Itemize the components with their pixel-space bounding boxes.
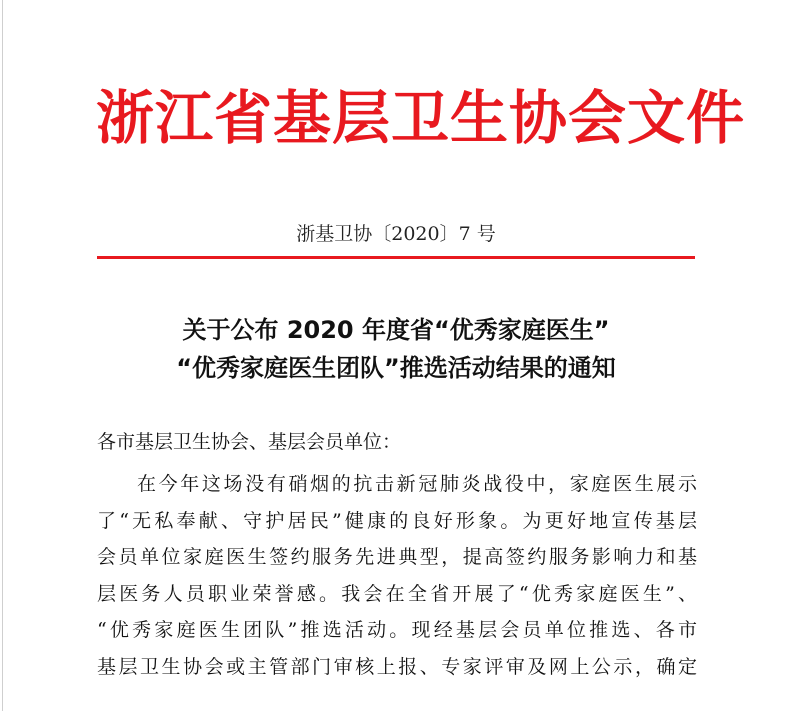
letterhead-divider	[97, 256, 695, 259]
body-paragraph	[97, 466, 697, 685]
body-line: “优秀家庭医生团队”推选活动。现经基层会员单位推选、各市	[97, 619, 697, 641]
document-number: 浙基卫协〔2020〕7 号	[296, 223, 496, 245]
salutation: 各市基层卫生协会、基层会员单位：	[97, 431, 402, 453]
body-line: 层医务人员职业荣誉感。我会在全省开展了“优秀家庭医生”、	[97, 582, 697, 605]
body-line: 了“无私奉献、守护居民”健康的良好形象。为更好地宣传基层	[97, 509, 697, 532]
notice-title	[96, 311, 696, 387]
body-line: 在今年这场没有硝烟的抗击新冠肺炎战役中，家庭医生展示	[137, 473, 697, 495]
notice-title-line-2: “优秀家庭医生团队”推选活动结果的通知	[176, 354, 616, 382]
body-line: 会员单位家庭医生签约服务先进典型，提高签约服务影响力和基	[97, 546, 697, 568]
page-left-border	[2, 0, 3, 711]
body-line: 基层卫生协会或主管部门审核上报、专家评审及网上公示，确定	[97, 655, 697, 678]
notice-title-line-1: 关于公布 2020 年度省“优秀家庭医生”	[182, 316, 610, 344]
letterhead-title: 浙江省基层卫生协会文件	[96, 84, 746, 152]
